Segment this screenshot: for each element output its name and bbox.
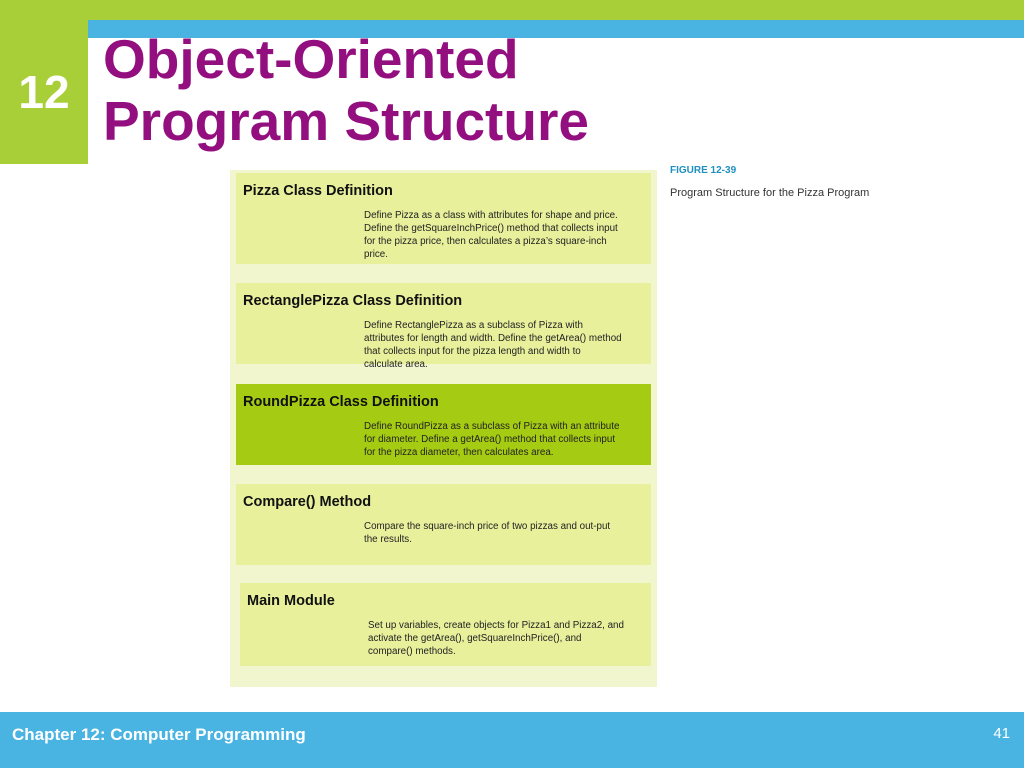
block-description: Set up variables, create objects for Pizza1 and Pizza2, and activate the getArea(), getSquareInchPrice(), and compare() methods.	[368, 620, 624, 657]
block-compare-method	[236, 484, 651, 565]
block-roundpizza-class	[236, 384, 651, 465]
program-structure-figure	[230, 170, 657, 687]
figure-label: FIGURE 12-39	[670, 165, 737, 176]
page-number: 41	[993, 725, 1010, 742]
chapter-number: 12	[18, 66, 70, 118]
slide-title	[103, 28, 589, 152]
block-title: RectanglePizza Class Definition	[243, 293, 463, 309]
footer-bar	[0, 712, 1024, 768]
block-pizza-class	[236, 173, 651, 264]
footer-chapter-label: Chapter 12: Computer Programming	[12, 725, 306, 744]
block-title: Main Module	[247, 593, 335, 609]
chapter-number-badge	[0, 20, 88, 164]
figure-caption	[670, 165, 870, 202]
top-accent-bar	[0, 0, 1024, 20]
block-description: Define RectanglePizza as a subclass of Pizza with attributes for length and width. Define the getArea() method that collects input for the pizza length and width to calculate area.	[364, 320, 622, 370]
block-rectanglepizza-class	[236, 283, 651, 370]
figure-caption-text: Program Structure for the Pizza Program	[670, 187, 870, 199]
block-title: Pizza Class Definition	[243, 183, 393, 199]
block-description: Compare the square-inch price of two pizzas and out-put the results.	[364, 521, 611, 545]
block-description: Define Pizza as a class with attributes for shape and price. Define the getSquareInchPrice() method that collects input for the pizza price, then calculates a pizza’s square-inch price.	[364, 210, 618, 260]
block-title: Compare() Method	[243, 494, 372, 510]
slide-title-line-2: Program Structure	[103, 90, 589, 152]
slide-title-line-1: Object-Oriented	[103, 28, 519, 90]
block-title: RoundPizza Class Definition	[243, 394, 439, 410]
block-description: Define RoundPizza as a subclass of Pizza with an attribute for diameter. Define a getArea() method that collects input for the pizza diameter, then calculates area.	[364, 421, 620, 458]
block-main-module	[240, 583, 651, 666]
